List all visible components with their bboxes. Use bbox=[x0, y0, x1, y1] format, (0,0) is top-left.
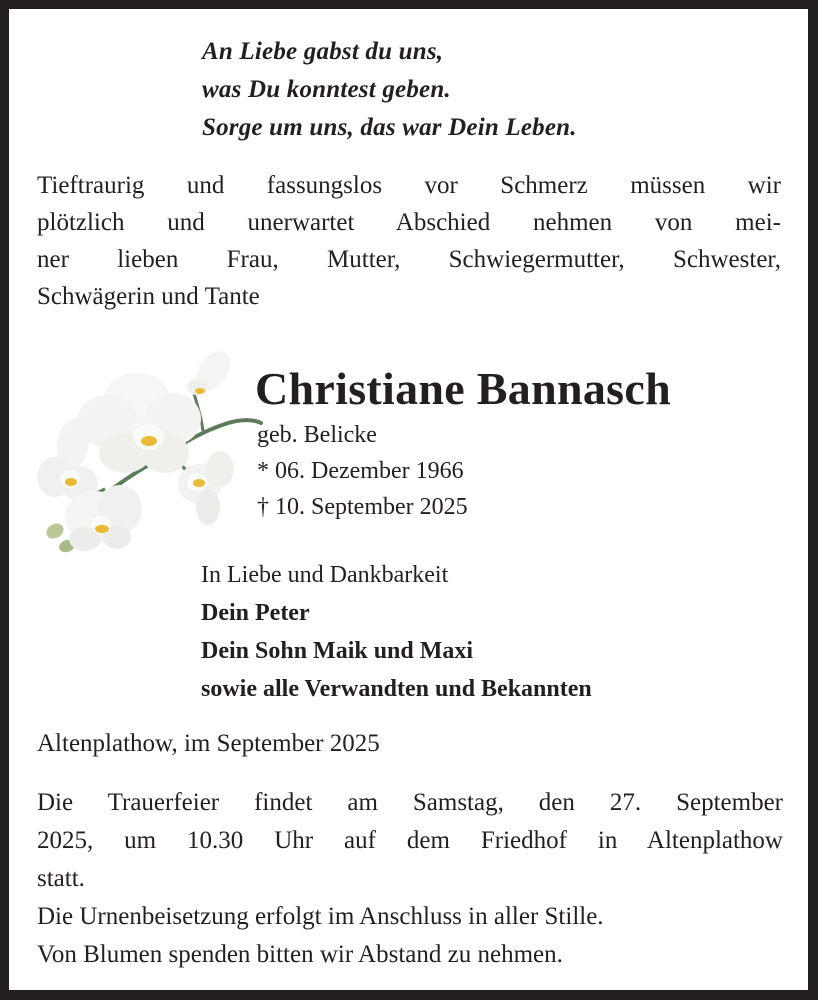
poem-verse bbox=[202, 33, 577, 147]
deceased-name: Christiane Bannasch bbox=[255, 363, 671, 414]
mourners-intro: In Liebe und Dankbarkeit bbox=[201, 562, 449, 588]
intro-line: Tieftraurig und fassungslos vor Schmerz müssen wir bbox=[37, 172, 781, 199]
obituary-notice bbox=[9, 9, 808, 990]
death-date: † 10. September 2025 bbox=[257, 494, 468, 520]
birth-date: * 06. Dezember 1966 bbox=[257, 458, 464, 484]
service-info bbox=[37, 784, 783, 974]
orchid-icon bbox=[25, 349, 265, 559]
service-line: Die Urnenbeisetzung erfolgt im Anschluss in aller Stille. bbox=[37, 903, 604, 930]
maiden-name: geb. Belicke bbox=[257, 422, 377, 448]
poem-line: was Du konntest geben. bbox=[202, 76, 451, 103]
mourner: sowie alle Verwandten und Bekannten bbox=[201, 676, 592, 702]
service-line: Die Trauerfeier findet am Samstag, den 27. September bbox=[37, 789, 783, 816]
intro-paragraph bbox=[37, 167, 781, 315]
intro-line: plötzlich und unerwartet Abschied nehmen von mei- bbox=[37, 209, 781, 236]
poem-line: An Liebe gabst du uns, bbox=[202, 38, 444, 65]
service-line: statt. bbox=[37, 865, 85, 892]
poem-line: Sorge um uns, das war Dein Leben. bbox=[202, 114, 577, 141]
intro-line: Schwägerin und Tante bbox=[37, 283, 260, 310]
deceased-details bbox=[257, 417, 468, 525]
place-date: Altenplathow, im September 2025 bbox=[37, 730, 380, 757]
intro-line: ner lieben Frau, Mutter, Schwiegermutter, Schwester, bbox=[37, 246, 781, 273]
service-line: Von Blumen spenden bitten wir Abstand zu nehmen. bbox=[37, 941, 563, 968]
mourners-block bbox=[201, 556, 592, 708]
mourner: Dein Sohn Maik und Maxi bbox=[201, 638, 474, 664]
mourner: Dein Peter bbox=[201, 600, 310, 626]
service-line: 2025, um 10.30 Uhr auf dem Friedhof in Altenplathow bbox=[37, 827, 783, 854]
